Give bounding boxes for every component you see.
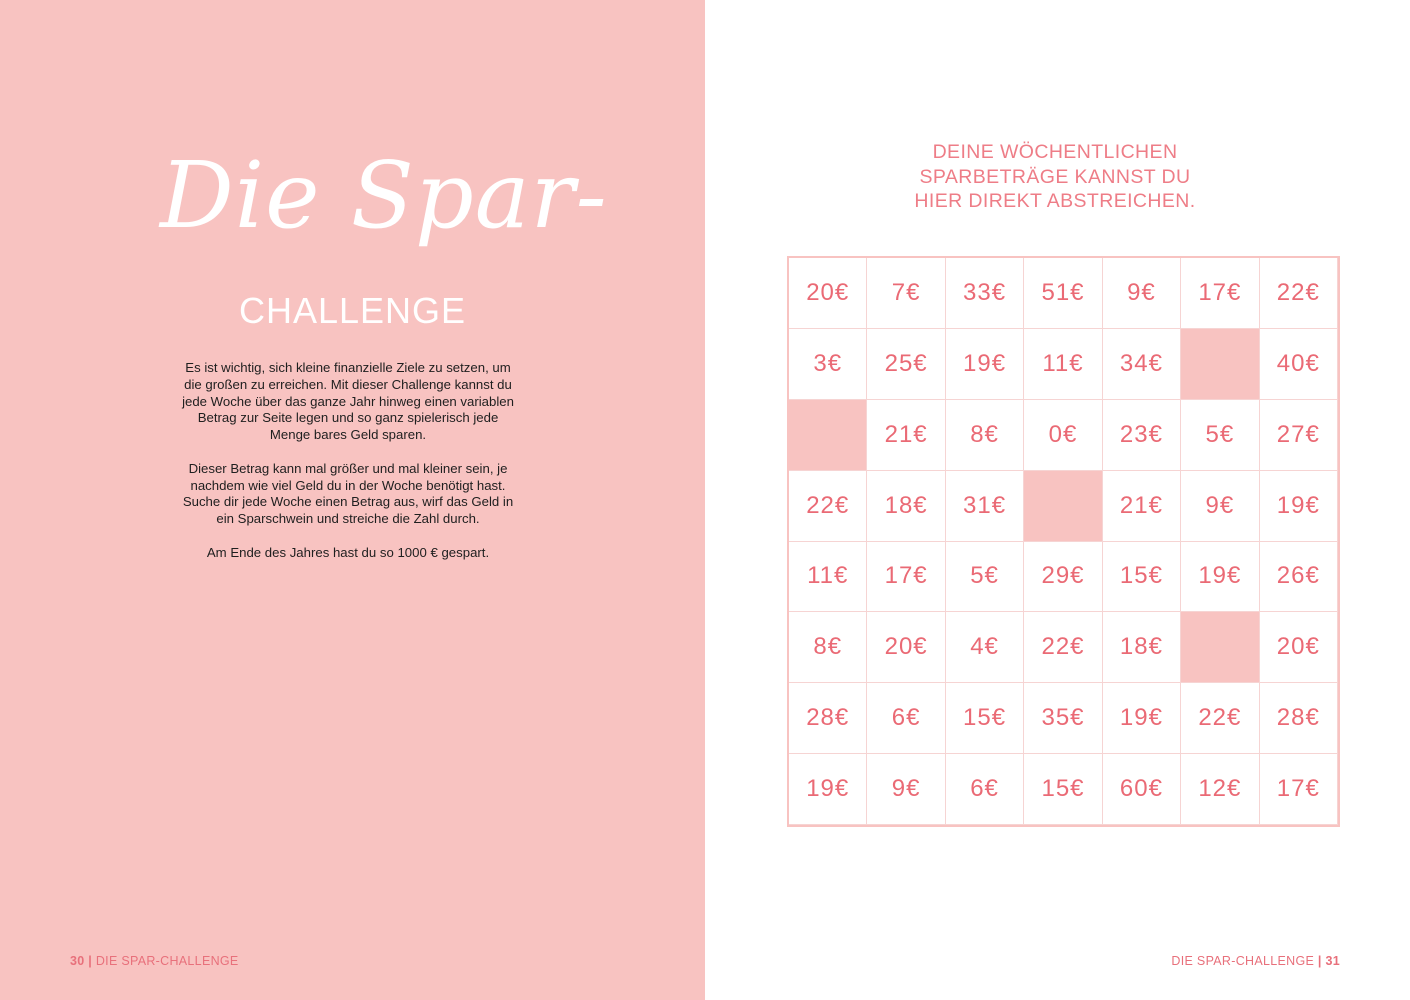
grid-cell-amount[interactable]: 0€ [1024, 400, 1102, 471]
script-title: Die Spar- [160, 142, 608, 249]
grid-heading [905, 140, 1205, 214]
page-number-right: 31 [1325, 954, 1340, 968]
grid-heading-line-3: HIER DIREKT ABSTREICHEN. [914, 190, 1196, 212]
grid-cell-amount[interactable]: 27€ [1260, 400, 1338, 471]
grid-cell-amount[interactable]: 22€ [1260, 258, 1338, 329]
grid-cell-amount[interactable]: 20€ [789, 258, 867, 329]
grid-cell-amount[interactable]: 11€ [1024, 329, 1102, 400]
grid-cell-amount[interactable]: 9€ [1181, 471, 1259, 542]
grid-cell-amount[interactable]: 21€ [867, 400, 945, 471]
grid-cell-amount[interactable]: 22€ [1024, 612, 1102, 683]
grid-cell-amount[interactable]: 4€ [946, 612, 1024, 683]
grid-cell-amount[interactable]: 8€ [946, 400, 1024, 471]
grid-cell-amount[interactable]: 8€ [789, 612, 867, 683]
grid-cell-crossed[interactable] [1181, 612, 1259, 683]
grid-cell-amount[interactable]: 12€ [1181, 754, 1259, 825]
intro-paragraph-3: Am Ende des Jahres hast du so 1000 € gespart. [206, 544, 490, 560]
grid-cell-amount[interactable]: 51€ [1024, 258, 1102, 329]
grid-cell-amount[interactable]: 31€ [946, 471, 1024, 542]
grid-cell-amount[interactable]: 20€ [1260, 612, 1338, 683]
grid-cell-amount[interactable]: 34€ [1103, 329, 1181, 400]
footer-title-left: DIE SPAR-CHALLENGE [95, 954, 239, 968]
grid-cell-amount[interactable]: 6€ [946, 754, 1024, 825]
footer-separator-left: | [84, 954, 96, 968]
grid-cell-amount[interactable]: 28€ [1260, 683, 1338, 754]
grid-cell-crossed[interactable] [1024, 471, 1102, 542]
grid-cell-crossed[interactable] [789, 400, 867, 471]
grid-cell-amount[interactable]: 3€ [789, 329, 867, 400]
grid-cell-amount[interactable]: 20€ [867, 612, 945, 683]
grid-cell-amount[interactable]: 19€ [946, 329, 1024, 400]
grid-cell-amount[interactable]: 26€ [1260, 542, 1338, 613]
savings-grid [787, 256, 1340, 827]
grid-cell-amount[interactable]: 18€ [1103, 612, 1181, 683]
footer-title-right: DIE SPAR-CHALLENGE [1171, 954, 1315, 968]
grid-cell-amount[interactable]: 17€ [1260, 754, 1338, 825]
grid-cell-crossed[interactable] [1181, 329, 1259, 400]
grid-cell-amount[interactable]: 5€ [946, 542, 1024, 613]
grid-cell-amount[interactable]: 22€ [789, 471, 867, 542]
grid-cell-amount[interactable]: 21€ [1103, 471, 1181, 542]
grid-cell-amount[interactable]: 17€ [1181, 258, 1259, 329]
grid-cell-amount[interactable]: 17€ [867, 542, 945, 613]
grid-cell-amount[interactable]: 28€ [789, 683, 867, 754]
grid-cell-amount[interactable]: 19€ [1181, 542, 1259, 613]
footer-right [1171, 954, 1340, 968]
grid-cell-amount[interactable]: 40€ [1260, 329, 1338, 400]
grid-cell-amount[interactable]: 23€ [1103, 400, 1181, 471]
grid-cell-amount[interactable]: 18€ [867, 471, 945, 542]
grid-cell-amount[interactable]: 15€ [1024, 754, 1102, 825]
grid-cell-amount[interactable]: 19€ [1260, 471, 1338, 542]
grid-cell-amount[interactable]: 33€ [946, 258, 1024, 329]
page-number-left: 30 [70, 954, 85, 968]
grid-cell-amount[interactable]: 19€ [1103, 683, 1181, 754]
grid-heading-line-1: DEINE WÖCHENTLICHEN [932, 141, 1178, 163]
grid-cell-amount[interactable]: 29€ [1024, 542, 1102, 613]
grid-cell-amount[interactable]: 22€ [1181, 683, 1259, 754]
grid-cell-amount[interactable]: 6€ [867, 683, 945, 754]
grid-cell-amount[interactable]: 11€ [789, 542, 867, 613]
grid-cell-amount[interactable]: 19€ [789, 754, 867, 825]
grid-heading-line-2: SPARBETRÄGE KANNST DU [919, 165, 1191, 188]
grid-cell-amount[interactable]: 15€ [946, 683, 1024, 754]
grid-cell-amount[interactable]: 25€ [867, 329, 945, 400]
grid-cell-amount[interactable]: 5€ [1181, 400, 1259, 471]
grid-cell-amount[interactable]: 15€ [1103, 542, 1181, 613]
grid-cell-amount[interactable]: 35€ [1024, 683, 1102, 754]
footer-left [70, 954, 239, 968]
grid-cell-amount[interactable]: 9€ [867, 754, 945, 825]
grid-cell-amount[interactable]: 60€ [1103, 754, 1181, 825]
footer-separator-right: | [1314, 954, 1326, 968]
grid-cell-amount[interactable]: 9€ [1103, 258, 1181, 329]
intro-paragraph-2: Dieser Betrag kann mal größer und mal kleiner sein, je nachdem wie viel Geld du in der Woche benötigt hast. Suche dir jede Woche einen Betrag aus, wirf das Geld in ein Sparschwein und streiche die Zahl durch. [182, 460, 514, 527]
grid-cell-amount[interactable]: 7€ [867, 258, 945, 329]
intro-paragraph-1: Es ist wichtig, sich kleine finanzielle Ziele zu setzen, um die großen zu erreichen. Mit dieser Challenge kannst du jede Woche über das ganze Jahr hinweg einen variablen Betrag zur Seite legen und so ganz spielerisch jede Menge bares Geld sparen. [182, 360, 514, 443]
intro-text [178, 360, 518, 578]
caps-title: CHALLENGE [238, 290, 467, 331]
